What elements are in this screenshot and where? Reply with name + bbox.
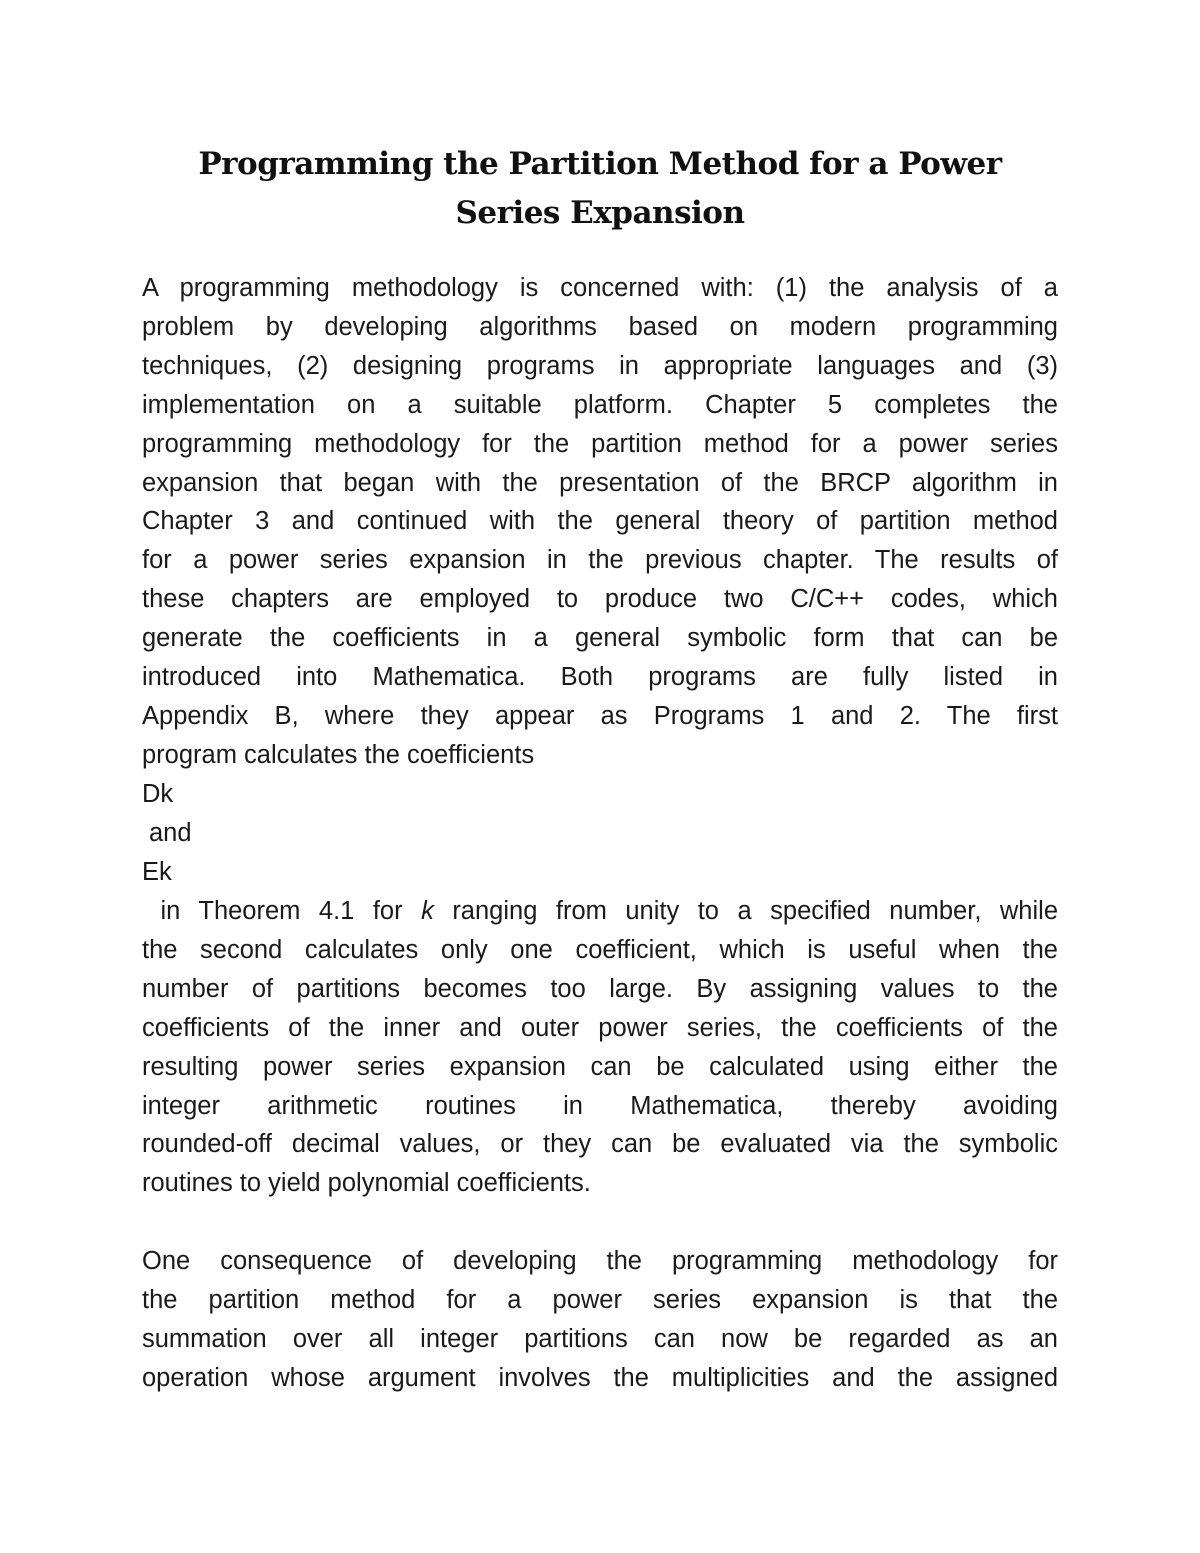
paragraph-line: techniques, (2) designing programs in appropriate languages and (3) bbox=[142, 351, 1058, 380]
paragraph-line: generate the coefficients in a general symbolic form that can be bbox=[142, 624, 1058, 653]
paragraph-line: problem by developing algorithms based on modern programming bbox=[142, 312, 1058, 341]
paragraph-line: the second calculates only one coefficient, which is useful when the bbox=[142, 935, 1058, 964]
variable-k: k bbox=[421, 897, 434, 925]
paragraph-line: rounded-off decimal values, or they can be evaluated via the symbolic bbox=[142, 1130, 1058, 1159]
paragraph-line-coefficients: program calculates the coefficients bbox=[142, 741, 535, 769]
paragraph-line: resulting power series expansion can be calculated using either the bbox=[142, 1052, 1058, 1081]
paragraph-line: coefficients of the inner and outer power series, the coefficients of the bbox=[142, 1013, 1058, 1042]
and-word: and bbox=[149, 819, 192, 847]
paragraph-1 bbox=[142, 269, 1058, 736]
paragraph-line: introduced into Mathematica. Both programs are fully listed in bbox=[142, 663, 1058, 692]
theorem-line-prefix: in Theorem 4.1 for bbox=[142, 897, 422, 925]
paragraph-line: operation whose argument involves the multiplicities and the assigned bbox=[142, 1363, 1058, 1392]
math-dk: Dk bbox=[142, 780, 174, 808]
title-line-1: Programming the Partition Method for a Power bbox=[198, 146, 1002, 182]
paragraph-line: expansion that began with the presentation of the BRCP algorithm in bbox=[142, 468, 1058, 497]
paragraph-line: the partition method for a power series expansion is that the bbox=[142, 1285, 1058, 1314]
theorem-line bbox=[142, 892, 1058, 931]
paragraph-line: number of partitions becomes too large. By assigning values to the bbox=[142, 974, 1058, 1003]
paragraph-1-final-line: routines to yield polynomial coefficients. bbox=[142, 1169, 591, 1197]
paragraph-line: Appendix B, where they appear as Programs 1 and 2. The first bbox=[142, 701, 1058, 730]
paragraph-line: for a power series expansion in the previous chapter. The results of bbox=[142, 546, 1058, 575]
math-ek: Ek bbox=[142, 858, 172, 886]
paragraph-line: summation over all integer partitions can now be regarded as an bbox=[142, 1324, 1058, 1353]
theorem-line-suffix: ranging from unity to a specified number, while bbox=[433, 897, 1058, 925]
paragraph-line: Chapter 3 and continued with the general theory of partition method bbox=[142, 507, 1058, 536]
paragraph-line: One consequence of developing the programming methodology for bbox=[142, 1247, 1058, 1275]
page-title bbox=[142, 140, 1058, 238]
paragraph-line: integer arithmetic routines in Mathematica, thereby avoiding bbox=[142, 1091, 1058, 1120]
paragraph-line: programming methodology for the partition method for a power series bbox=[142, 429, 1058, 458]
title-line-2: Series Expansion bbox=[455, 195, 745, 231]
paragraph-line: implementation on a suitable platform. Chapter 5 completes the bbox=[142, 390, 1058, 419]
paragraph-line: these chapters are employed to produce two C/C++ codes, which bbox=[142, 585, 1058, 614]
paragraph-1-continued bbox=[142, 892, 1058, 1164]
paragraph-line: A programming methodology is concerned with: (1) the analysis of a bbox=[142, 274, 1058, 302]
paragraph-2 bbox=[142, 1242, 1058, 1398]
